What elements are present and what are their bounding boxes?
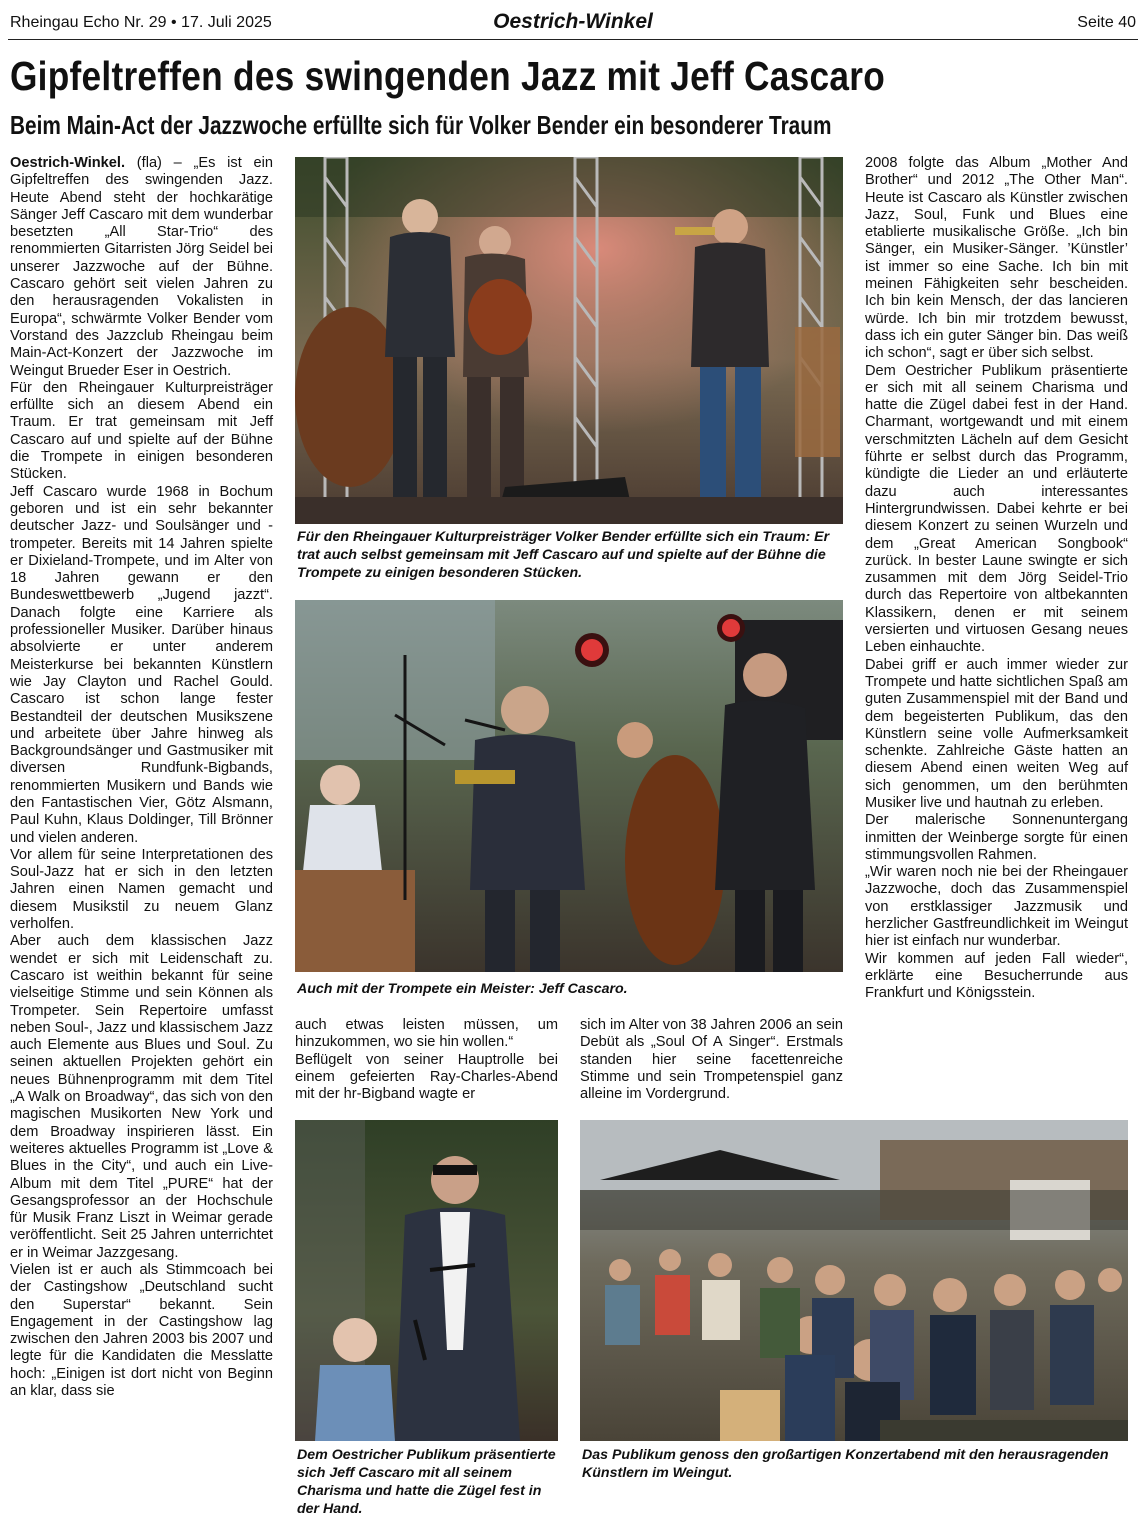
photo-caption-3: Dem Oestricher Publikum präsentierte sich Jeff Cascaro mit all seinem Charisma und hatte die Zügel fest in der Hand. (297, 1447, 556, 1517)
article-subheadline: Beim Main-Act der Jazzwoche erfüllte sich für Volker Bender ein besonderer Traum (10, 110, 832, 140)
paragraph: Dabei griff er auch immer wieder zur Trompete und hatte sichtlichen Spaß am guten Zusammenspiel mit der Band und dem begeisterten Publikum, das den Künstlern seine volle Aufmerksamkeit schenkte. Zahlreiche Gäste hatten an diesem Abend einen weiten Weg auf sich genommen, um den berühmten Musiker live und hautnah zu erleben. (865, 656, 1128, 811)
page-number: Seite 40 (1077, 14, 1136, 31)
text-column-1 (10, 155, 273, 1400)
photo-caption-2: Auch mit der Trompete ein Meister: Jeff Cascaro. (297, 981, 628, 997)
paragraph: Der malerische Sonnenuntergang inmitten der Weinberge sorgte für einen stimmungsvollen Rahmen. (865, 812, 1128, 863)
article-headline: Gipfeltreffen des swingenden Jazz mit Jeff Cascaro (10, 53, 886, 99)
paragraph: Vor allem für seine Interpretationen des Soul-Jazz hat er sich in den letzten Jahren einen Namen gemacht und diesem Musikstil zu neuem Glanz verholfen. (10, 846, 273, 933)
paragraph: Vielen ist er auch als Stimmcoach bei der Castingshow „Deutschland sucht den Superstar“ bekannt. Sein Engagement in der Castingshow lag zwischen den Jahren 2003 bis 2007 und legte für die Kandidaten die Messlatte hoch: „Einigen ist dort nicht von Beginn an klar, dass sie (10, 1262, 273, 1400)
photo-trumpet-solo (295, 600, 843, 972)
paragraph: auch etwas leisten müssen, um hinzukommen, wo sie hin wollen.“ (295, 1017, 558, 1051)
photo-singer-at-microphone (295, 1120, 558, 1441)
paragraph: Beflügelt von seiner Hauptrolle bei einem gefeierten Ray-Charles-Abend mit der hr-Bigband wagte er (295, 1051, 558, 1103)
paragraph: sich im Alter von 38 Jahren 2006 an sein Debüt als „Soul Of A Singer“. Erstmals standen hier seine facettenreiche Stimme und sein Trompetenspiel ganz alleine im Vordergrund. (580, 1017, 843, 1103)
paragraph: Wir kommen auf jeden Fall wieder“, erklärte eine Besucherrunde aus Frankfurt und Königsstein. (865, 950, 1128, 1002)
paragraph: Dem Oestricher Publikum präsentierte er sich mit all seinem Charisma und hatte die Zügel dabei fest in der Hand. Charmant, wortgewandt und mit einem verschmitzten Lächeln auf dem Gesicht führte er selbst durch das Programm, kündigte die Lieder an und erläuterte dazu auch interessantes Hintergrundwissen. Dabei kehrte er bei diesem Konzert zu seinen Wurzeln und dem „Great American Songbook“ zurück. In bester Laune swingte er sich zusammen mit dem Jörg Seidel-Trio durch das Repertoire von altbekannten Klassikern, denen er mit seinem versierten und virtuosen Gesang neues Leben einhauchte. (865, 362, 1128, 656)
issue-info: Rheingau Echo Nr. 29 • 17. Juli 2025 (10, 14, 272, 31)
text-column-3 (580, 1017, 843, 1103)
paragraph: 2008 folgte das Album „Mother And Brother“ und 2012 „The Other Man“. Heute ist Cascaro als Künstler zwischen Jazz, Soul, Funk und Blues eine etablierte musikalische Größe. „Ich bin Sänger, ein Musiker-Sänger. ’Künstler’ ist immer so eine Sache. Ich bin mit meinen Fähigkeiten sehr bescheiden. Ich bin kein Mensch, der das lancieren würde. Ich bin mir trotzdem bewusst, dass ich ein guter Sänger bin. Das weiß ich schon“, sagt er über sich selbst. (865, 155, 1128, 362)
photo-caption-4: Das Publikum genoss den großartigen Konzertabend mit den herausragenden Künstlern im Weingut. (582, 1447, 1109, 1481)
paragraph: „Wir waren noch nie bei der Rheingauer Jazzwoche, doch das Zusammenspiel von erstklassiger Jazzmusik und herzlicher Gastfreundlichkeit im Weingut hier ist einfach nur wunderbar. (865, 864, 1128, 950)
text-column-4 (865, 155, 1128, 1003)
paragraph: Für den Rheingauer Kulturpreisträger erfüllte sich an diesem Abend ein Traum. Er trat gemeinsam mit Jeff Cascaro auf und spielte auf der Bühne die Trompete in einigen besonderen Stücken. (10, 379, 273, 483)
text-column-2 (295, 1017, 558, 1103)
paragraph: Aber auch dem klassischen Jazz wendet er sich mit Leidenschaft zu. Cascaro ist weithin bekannt für seine vielseitige Stimme und sein Können als Trompeter. Sein Repertoire umfasst neben Soul-, Jazz und klassischem Jazz auch Elemente aus Blues und Soul. Zu seinen aktuellen Projekten gehört ein neues Bühnenprogramm mit dem Titel „A Walk on Broadway“, das sich von den magischen Musikorten New York und dem Broadway inspirieren lässt. Ein weiteres aktuelles Programm ist „Love & Blues in the City“, und auch ein Live-Album mit dem Titel „PURE“ hat der Gesangsprofessor an der Hochschule für Musik Franz Liszt in Weimar gerade veröffentlicht. Seit 25 Jahren unterrichtet er in Weimar Jazzgesang. (10, 933, 273, 1261)
photo-caption-1: Für den Rheingauer Kulturpreisträger Volker Bender erfüllte sich ein Traum: Er trat auch selbst gemeinsam mit Jeff Cascaro auf und spielte auf der Bühne die Trompete zu einigen besonderen Stücken. (297, 529, 830, 581)
section-title: Oestrich-Winkel (493, 10, 653, 33)
page-header (8, 10, 1138, 40)
paragraph: Jeff Cascaro wurde 1968 in Bochum geboren und ist ein sehr bekannter deutscher Jazz- und Soulsänger und -trompeter. Bereits mit 14 Jahren spielte er Dixieland-Trompete, und im Alter von 18 Jahren gewann er den Bundeswettbewerb „Jugend jazzt“. Danach folgte eine Karriere als professioneller Musiker. Darüber hinaus absolvierte er unter anderem Meisterkurse bei bekannten Künstlern wie Jay Clayton und Rachel Gould. Cascaro ist schon lange fester Bestandteil der deutschen Musikszene und arbeitete über Jahre hinweg als Backgroundsänger und Gastmusiker mit diversen Rundfunk-Bigbands, renommierten Musikern und Bands wie den Fantastischen Vier, Götz Alsmann, Paul Kuhn, Klaus Doldinger, Till Brönner und vielen anderen. (10, 483, 273, 846)
paragraph: Oestrich-Winkel. (fla) – „Es ist ein Gipfeltreffen des swingenden Jazz. Heute Abend steht der hochkarätige Sänger Jeff Cascaro mit dem wunderbar besetzten „All Star-Trio“ des renommierten Gitarristen Jörg Seidel bei unserer Jazzwoche auf der Bühne. Cascaro gehört seit vielen Jahren zu den herausragenden Vokalisten in Europa“, schwärmte Volker Bender vom Vorstand des Jazzclub Rheingau beim Main-Act-Konzert der Jazzwoche im Weingut Brueder Eser in Oestrich. (10, 155, 273, 379)
dateline: Oestrich-Winkel. (10, 155, 126, 171)
photo-band-on-stage (295, 157, 843, 524)
photo-audience (580, 1120, 1128, 1441)
